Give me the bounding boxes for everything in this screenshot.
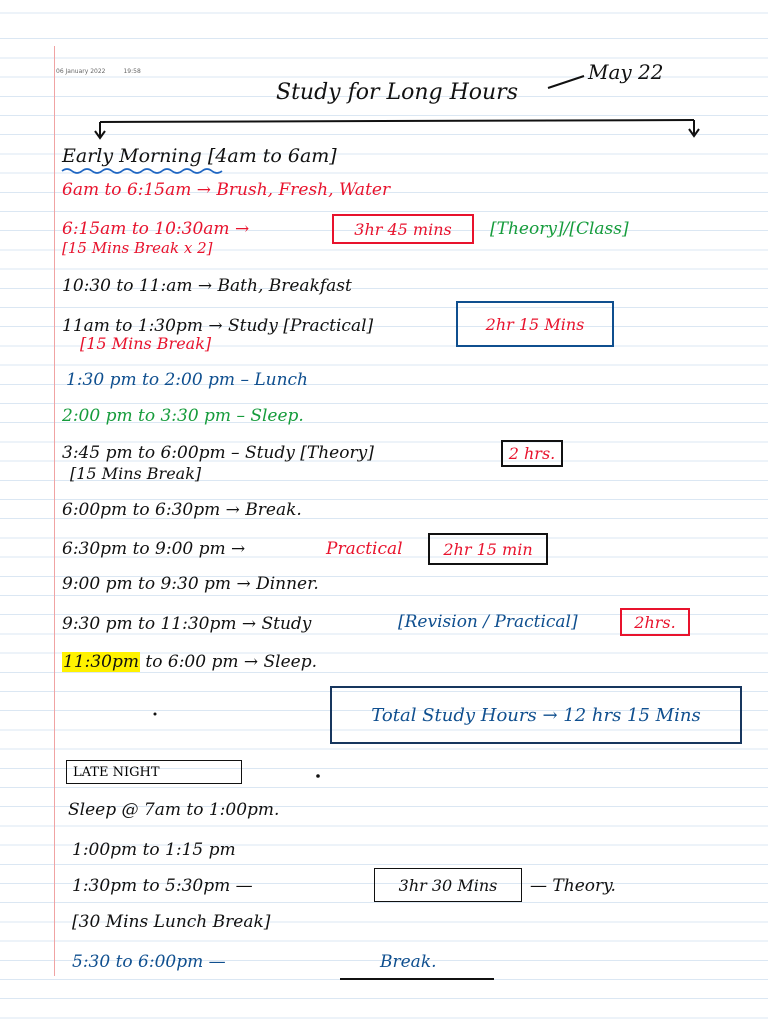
- highlighted-time: 11:30pm: [63, 652, 139, 672]
- schedule-line: 1:30 pm to 2:00 pm – Lunch: [66, 370, 309, 390]
- schedule-line: Sleep @ 7am to 1:00pm.: [68, 800, 280, 820]
- section-heading-late-night: LATE NIGHT: [66, 760, 242, 784]
- schedule-line: 9:30 pm to 11:30pm → Study: [62, 614, 312, 634]
- schedule-line: [15 Mins Break]: [80, 334, 212, 353]
- schedule-line: 6am to 6:15am → Brush, Fresh, Water: [62, 180, 391, 200]
- early-morning-range: [4am to 6am]: [207, 145, 337, 167]
- schedule-line: 10:30 to 11:am → Bath, Breakfast: [62, 276, 352, 296]
- duration-box: 2hr 15 min: [428, 533, 548, 565]
- schedule-line: 2:00 pm to 3:30 pm – Sleep.: [62, 406, 304, 426]
- subject-label: [Revision / Practical]: [398, 612, 578, 632]
- early-morning-title: Early Morning: [62, 145, 202, 167]
- section-heading-early-morning: [62, 146, 337, 166]
- schedule-line: 1:00pm to 1:15 pm: [72, 840, 236, 860]
- subject-label: Break.: [380, 952, 437, 972]
- duration-box: 3hr 30 Mins: [374, 868, 522, 902]
- schedule-line: [62, 652, 317, 672]
- schedule-line: 3:45 pm to 6:00pm – Study [Theory]: [62, 443, 374, 463]
- subject-label: — Theory.: [530, 876, 616, 896]
- subject-label: Practical: [326, 539, 403, 559]
- duration-box: 2hr 15 Mins: [456, 301, 614, 347]
- schedule-line: 11am to 1:30pm → Study [Practical]: [62, 316, 374, 336]
- title-date-dash: [548, 76, 584, 88]
- schedule-line: 5:30 to 6:00pm —: [72, 952, 226, 972]
- schedule-line: [15 Mins Break]: [70, 464, 202, 483]
- ink-dot: [154, 713, 157, 716]
- timestamp-date: 06 January 2022: [56, 68, 106, 75]
- schedule-line-text: to 6:00 pm → Sleep.: [145, 652, 317, 672]
- total-study-hours-box: Total Study Hours → 12 hrs 15 Mins: [330, 686, 742, 744]
- ink-dot: [316, 774, 320, 778]
- timestamp-time: 19:58: [123, 68, 141, 75]
- schedule-line: 6:00pm to 6:30pm → Break.: [62, 500, 302, 520]
- date-note: May 22: [588, 60, 664, 84]
- schedule-line: 9:00 pm to 9:30 pm → Dinner.: [62, 574, 319, 594]
- schedule-line: 1:30pm to 5:30pm —: [72, 876, 253, 896]
- duration-box-label: 2 hrs.: [501, 440, 564, 467]
- schedule-line: 6:30pm to 9:00 pm →: [62, 539, 246, 559]
- duration-box: 3hr 45 mins: [332, 214, 474, 244]
- underline-rule: [340, 978, 494, 980]
- squiggle-underline: [62, 169, 222, 173]
- schedule-line: 6:15am to 10:30am →: [62, 219, 250, 239]
- schedule-line: [15 Mins Break x 2]: [62, 239, 213, 257]
- duration-box: [496, 437, 568, 469]
- subject-label: [Theory]/[Class]: [490, 219, 629, 239]
- page-title: Study for Long Hours: [276, 80, 518, 105]
- duration-box: 2hrs.: [620, 608, 690, 636]
- span-line: [100, 120, 694, 122]
- schedule-line: [30 Mins Lunch Break]: [72, 912, 271, 932]
